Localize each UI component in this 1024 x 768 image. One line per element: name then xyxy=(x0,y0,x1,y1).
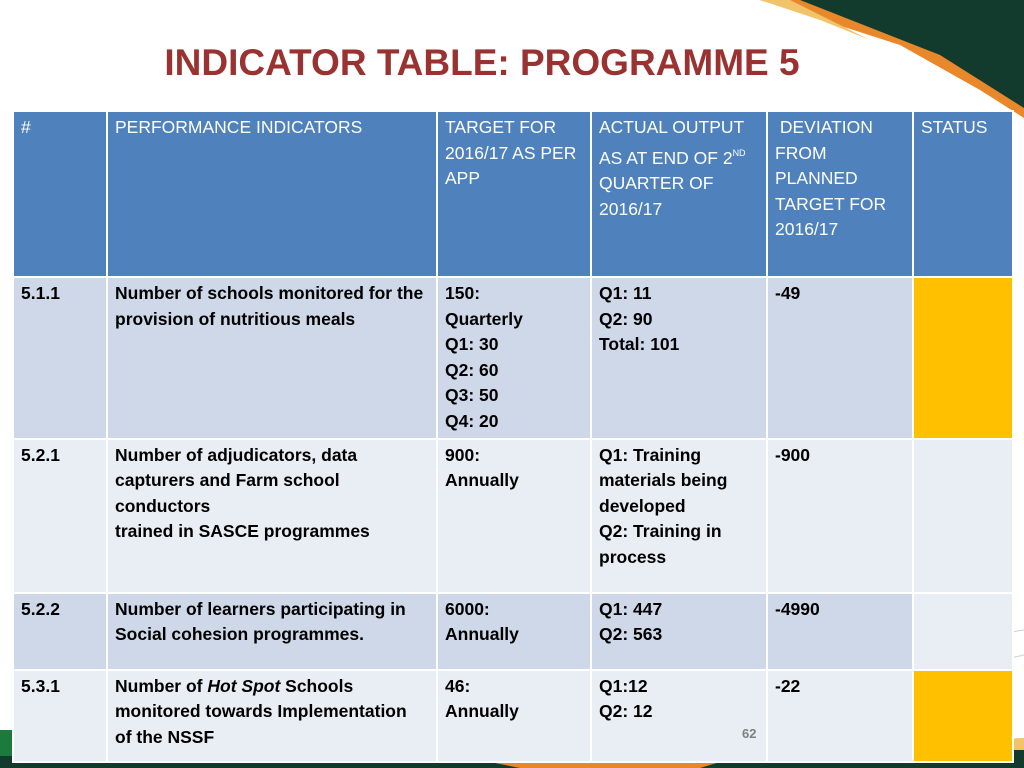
page-number: 62 xyxy=(742,726,757,741)
row-target: 6000: Annually xyxy=(437,593,591,670)
row-actual: Q1:12 Q2: 12 xyxy=(591,670,767,762)
row-indicator-post: Schools monitored towards Implementation of the NSSF xyxy=(115,675,407,747)
row-indicator: Number of adjudicators, data capturers and Farm school conductors trained in SASCE programmes xyxy=(107,439,437,593)
row-deviation: -900 xyxy=(767,439,913,593)
table-row xyxy=(13,277,1013,439)
row-deviation: -22 xyxy=(767,670,913,762)
header-actual-output xyxy=(591,111,767,277)
header-actual-suffix: QUARTER OF 2016/17 xyxy=(599,173,714,219)
indicator-table xyxy=(12,110,1014,763)
header-actual-superscript: ND xyxy=(732,147,746,158)
header-number: # xyxy=(13,111,107,277)
row-indicator-pre: Number of xyxy=(115,675,208,696)
row-number: 5.3.1 xyxy=(13,670,107,762)
row-indicator: Number of learners participating in Social cohesion programmes. xyxy=(107,593,437,670)
header-performance-indicators: PERFORMANCE INDICATORS xyxy=(107,111,437,277)
row-actual: Q1: Training materials being developed Q2: Training in process xyxy=(591,439,767,593)
row-target: 150: Quarterly Q1: 30 Q2: 60 Q3: 50 Q4: 20 xyxy=(437,277,591,439)
status-cell xyxy=(913,439,1013,593)
table-row xyxy=(13,439,1013,593)
header-status: STATUS xyxy=(913,111,1013,277)
row-indicator: Number of schools monitored for the provision of nutritious meals xyxy=(107,277,437,439)
row-indicator xyxy=(107,670,437,762)
row-deviation: -4990 xyxy=(767,593,913,670)
status-cell xyxy=(913,670,1013,762)
status-cell xyxy=(913,277,1013,439)
row-target: 900: Annually xyxy=(437,439,591,593)
table-row xyxy=(13,593,1013,670)
row-actual: Q1: 11 Q2: 90 Total: 101 xyxy=(591,277,767,439)
row-target: 46: Annually xyxy=(437,670,591,762)
row-number: 5.2.1 xyxy=(13,439,107,593)
page-title: INDICATOR TABLE: PROGRAMME 5 xyxy=(164,42,800,83)
status-cell xyxy=(913,593,1013,670)
table-header-row xyxy=(13,111,1013,277)
table-row xyxy=(13,670,1013,762)
row-indicator-emphasis: Hot Spot xyxy=(207,675,281,696)
header-target: TARGET FOR 2016/17 AS PER APP xyxy=(437,111,591,277)
row-deviation: -49 xyxy=(767,277,913,439)
header-deviation: DEVIATION FROM PLANNED TARGET FOR 2016/17 xyxy=(767,111,913,277)
row-number: 5.1.1 xyxy=(13,277,107,439)
row-actual: Q1: 447 Q2: 563 xyxy=(591,593,767,670)
row-number: 5.2.2 xyxy=(13,593,107,670)
header-actual-prefix: ACTUAL OUTPUT AS AT END OF 2 xyxy=(599,117,744,168)
